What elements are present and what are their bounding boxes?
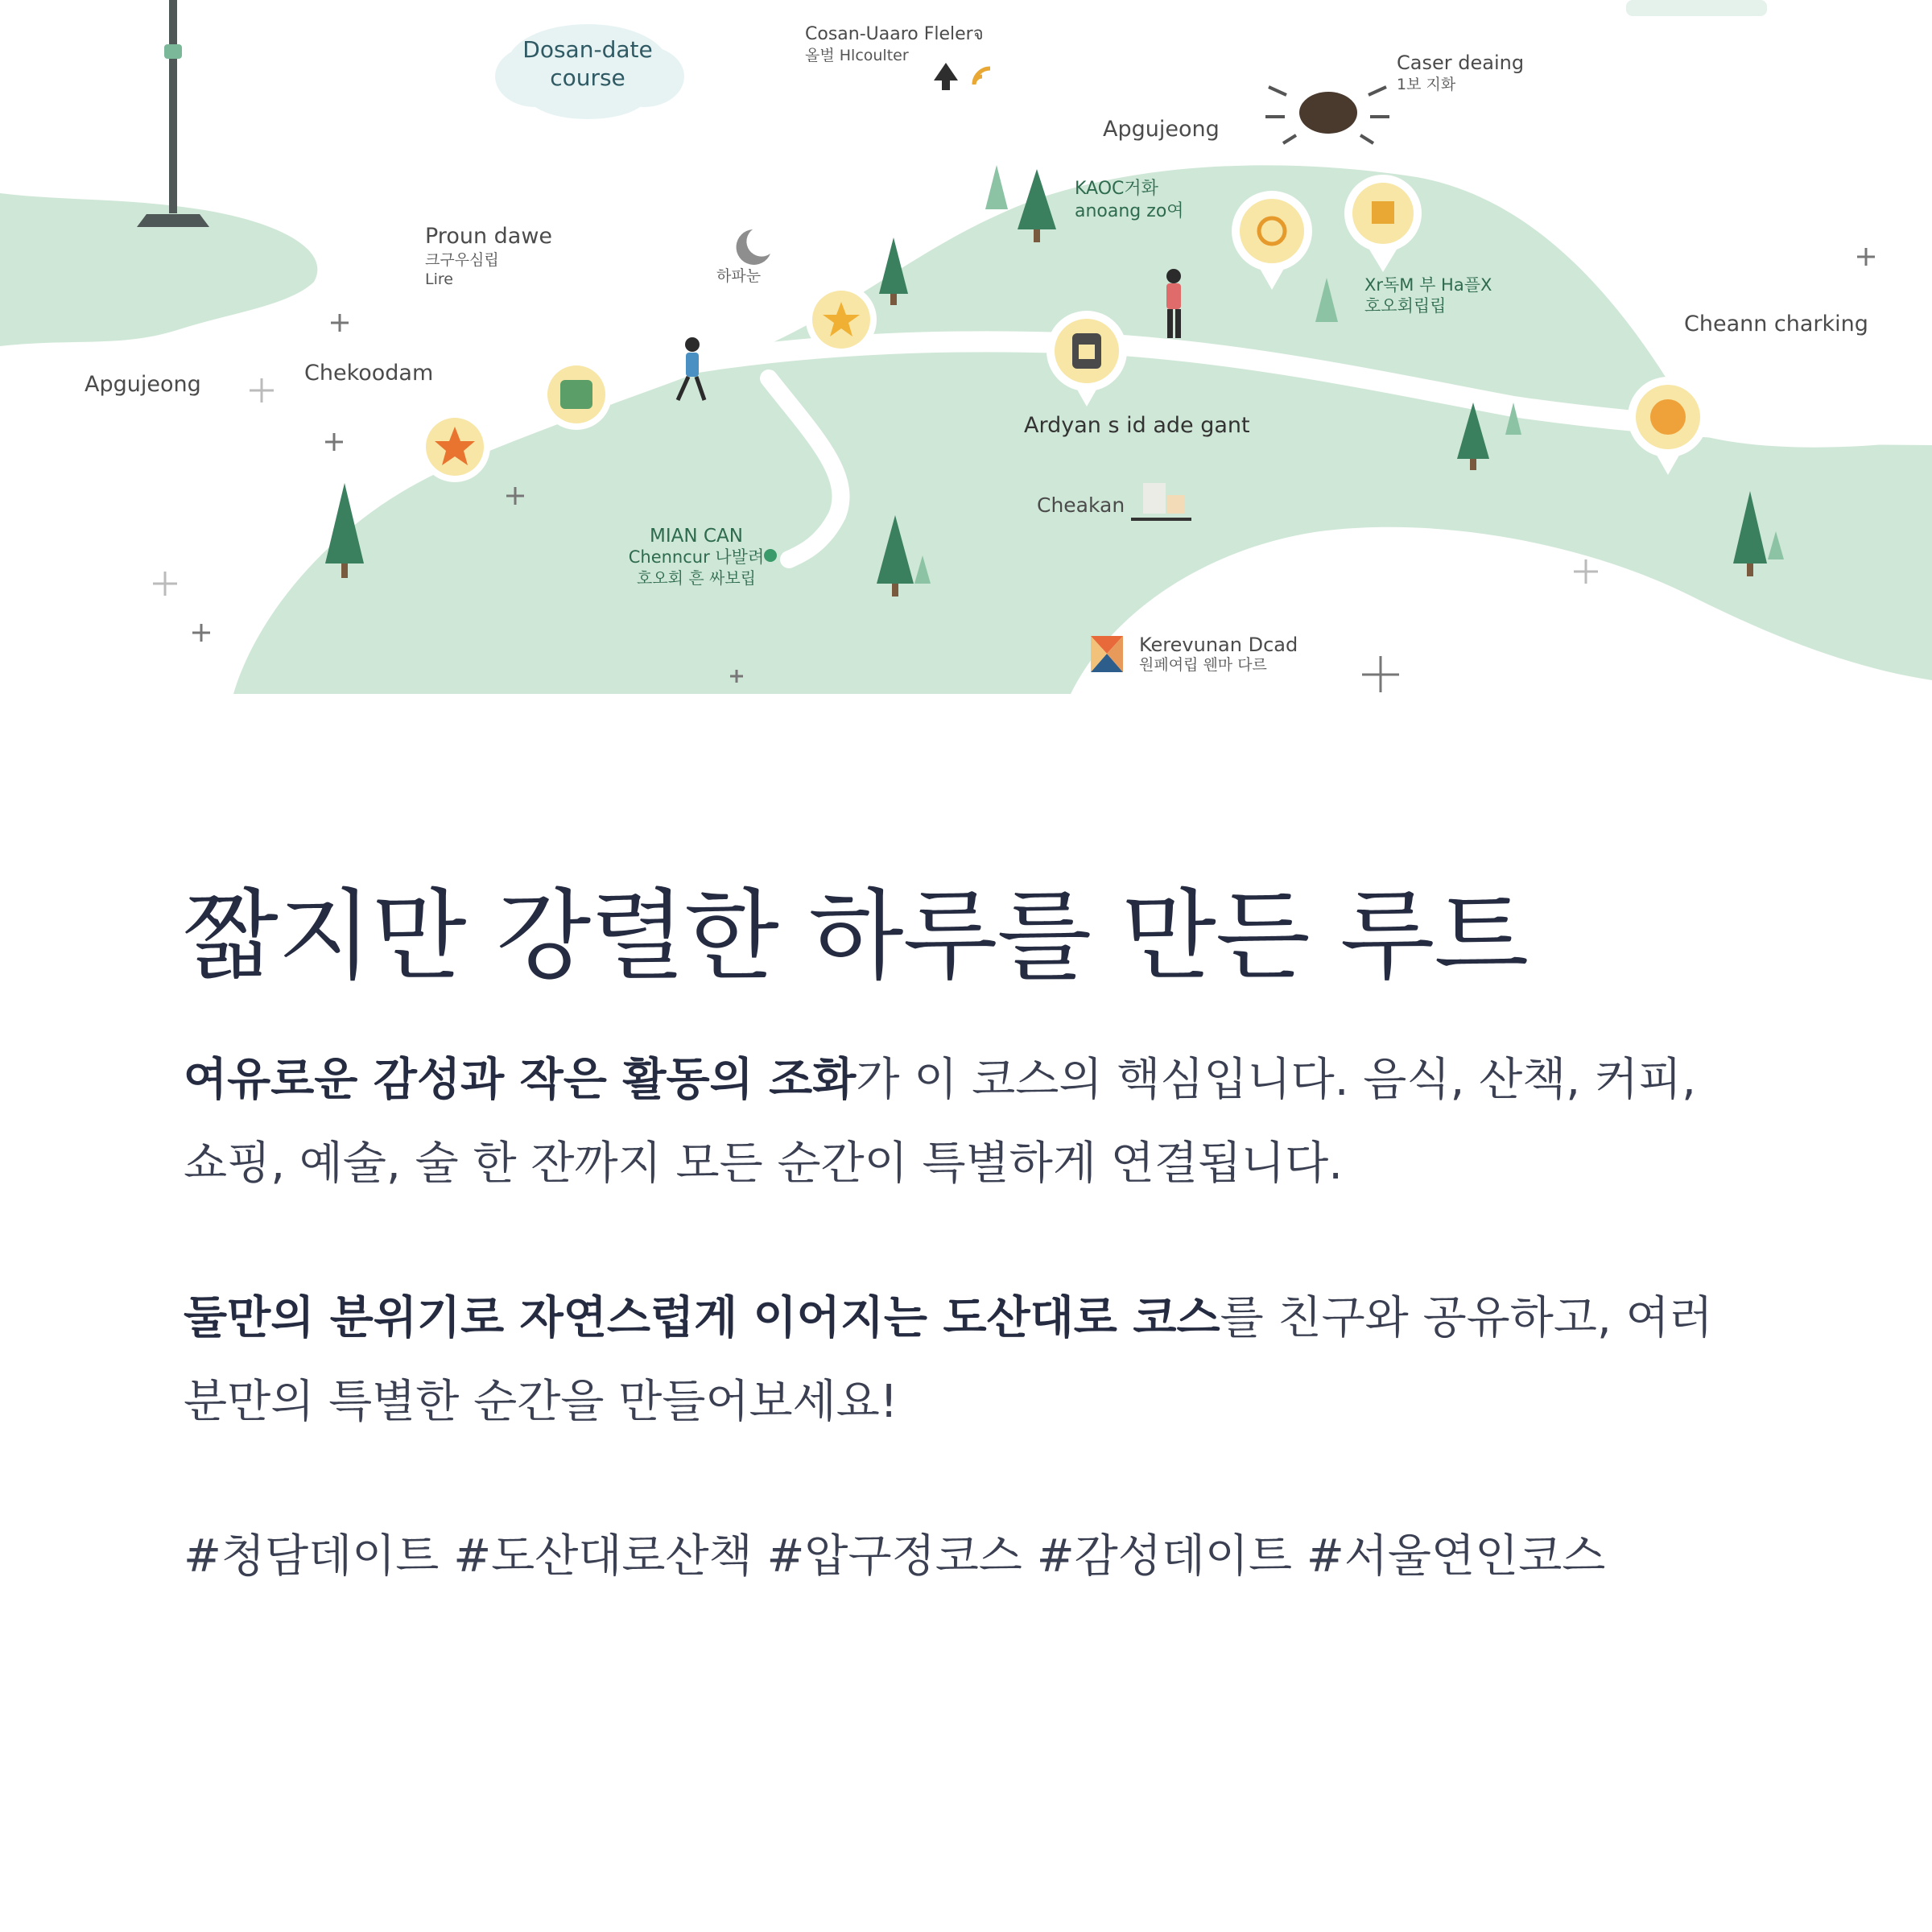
map-label-hafan: 하파눈 bbox=[716, 267, 762, 285]
map-label-kerevunan: Kerevunan Dcad bbox=[1139, 634, 1298, 656]
map-label-xroxm-sub: 호오회립립 bbox=[1364, 296, 1447, 316]
map-label-xroxm: Xr독M 부 Ha플X bbox=[1364, 275, 1492, 295]
paragraph-1-text: 가 이 코스의 핵심입니다. 음식, 산책, 커피, 쇼핑, 예술, 술 한 잔까지 모든 순간이 특별하게 연결됩니다. bbox=[184, 1054, 1696, 1191]
map-label-caser-sub: 1보 지화 bbox=[1397, 76, 1456, 93]
map-label-proun-sub-1: 크구우심립 bbox=[425, 251, 499, 269]
cat-pin-icon bbox=[541, 359, 612, 430]
hashtag-list: #청담데이트 #도산대로산책 #압구정코스 #감성데이트 #서울연인코스 bbox=[184, 1530, 1606, 1583]
moon-icon bbox=[737, 229, 770, 265]
article-title: 짧지만 강렬한 하루를 만든 루트 bbox=[184, 879, 1529, 993]
map-label-chekoodam: Chekoodam bbox=[304, 361, 434, 386]
paragraph-1 bbox=[184, 1038, 1753, 1206]
map-label-kerevunan-sub: 원페여립 웬마 다르 bbox=[1139, 656, 1267, 674]
wifi-icon bbox=[974, 68, 990, 85]
map-label-cheakan: Cheakan bbox=[1037, 493, 1125, 517]
map-label-kaoc-sub: anoang zo여 bbox=[1075, 201, 1184, 221]
flag-icon bbox=[1091, 636, 1123, 672]
paragraph-2-text: 를 친구와 공유하고, 여러분만의 특별한 순간을 만들어보세요! bbox=[184, 1292, 1713, 1429]
map-drawing bbox=[0, 0, 1932, 694]
lamp-post-icon bbox=[137, 0, 209, 227]
bowl-icon bbox=[1265, 87, 1389, 143]
map-label-apgujeong-top: Apgujeong bbox=[1103, 117, 1220, 142]
cloud-label-line-1: Dosan-date bbox=[522, 36, 653, 63]
map-label-proun: Proun dawe bbox=[425, 224, 553, 249]
star-pin-icon-2 bbox=[806, 284, 877, 355]
paragraph-1-highlight: 여유로운 감성과 작은 활동의 조화 bbox=[184, 1054, 857, 1107]
map-label-ardyan: Ardyan s id ade gant bbox=[1024, 413, 1250, 438]
paragraph-2 bbox=[184, 1277, 1753, 1444]
cloud-label bbox=[501, 35, 675, 92]
map-label-caser: Caser deaing bbox=[1397, 52, 1525, 74]
map-label-proun-sub-2: Lire bbox=[425, 270, 453, 288]
paragraph-2-highlight: 둘만의 분위기로 자연스럽게 이어지는 도산대로 코스 bbox=[184, 1292, 1220, 1345]
map-label-cosan-sub: 올벌 Hlcoulter bbox=[805, 47, 909, 64]
map-label-mian-sub-2: 호오회 흔 싸보립 bbox=[637, 568, 756, 588]
route-map-illustration bbox=[0, 0, 1932, 694]
arrow-up-icon bbox=[934, 63, 958, 90]
map-label-apgujeong-left: Apgujeong bbox=[85, 372, 201, 397]
top-right-tag bbox=[1626, 0, 1767, 16]
map-label-kaoc: KAOC거화 bbox=[1075, 179, 1158, 199]
map-label-mian: MIAN CAN bbox=[650, 526, 743, 547]
map-label-mian-sub-1: Chenncur 나발려 bbox=[628, 547, 765, 567]
cloud-label-line-2: course bbox=[550, 64, 625, 91]
map-label-cosan: Cosan-Uaaro Flelerจ bbox=[805, 24, 984, 44]
article-body bbox=[184, 877, 1753, 1599]
map-label-cheann: Cheann charking bbox=[1684, 312, 1868, 336]
